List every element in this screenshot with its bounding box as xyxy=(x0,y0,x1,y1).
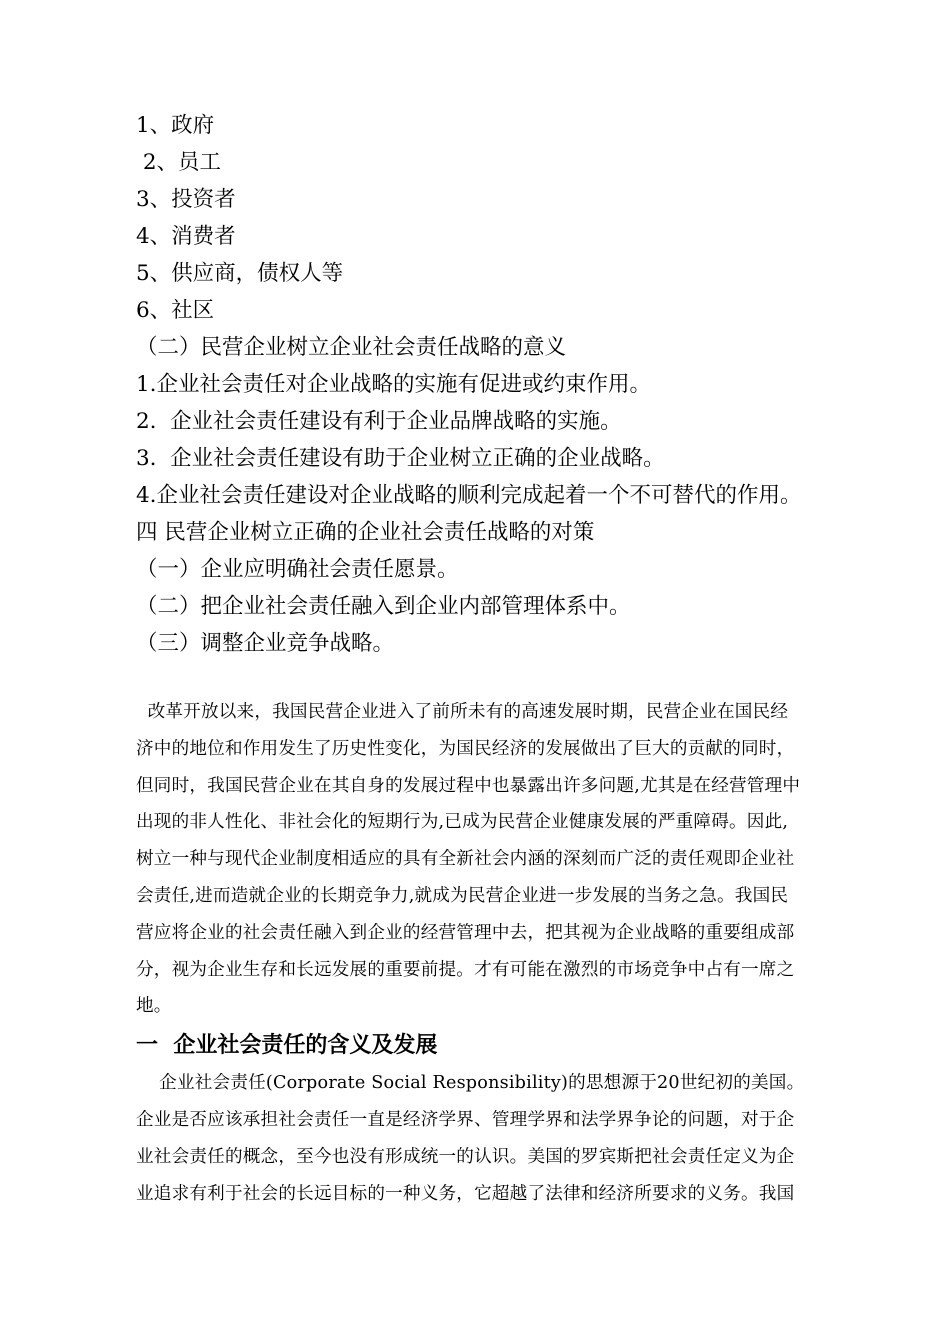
paragraph-line: 树立一种与现代企业制度相适应的具有全新社会内涵的深刻而广泛的责任观即企业社 xyxy=(136,849,795,870)
list-line: 2、员工 xyxy=(136,150,222,175)
list-line: 5、供应商，债权人等 xyxy=(136,261,344,286)
paragraph-line: 业社会责任的概念，至今也没有形成统一的认识。美国的罗宾斯把社会责任定义为企 xyxy=(136,1147,795,1167)
list-line: 6、社区 xyxy=(136,298,215,323)
paragraph-line: 改革开放以来，我国民营企业进入了前所未有的高速发展时期，民营企业在国民经 xyxy=(136,702,789,722)
paragraph-line: 济中的地位和作用发生了历史性变化，为国民经济的发展做出了巨大的贡献的同时， xyxy=(136,738,795,759)
list-line: 3. 企业社会责任建设有助于企业树立正确的企业战略。 xyxy=(136,446,665,471)
list-line: （三）调整企业竞争战略。 xyxy=(136,631,395,656)
list-line: （二）把企业社会责任融入到企业内部管理体系中。 xyxy=(136,594,631,619)
list-line: 4、消费者 xyxy=(136,224,236,249)
list-line: 2. 企业社会责任建设有利于企业品牌战略的实施。 xyxy=(136,409,622,434)
section-heading: 一 企业社会责任的含义及发展 xyxy=(136,1033,438,1058)
list-line: 1、政府 xyxy=(136,113,215,138)
list-line: 3、投资者 xyxy=(136,187,236,212)
paragraph-line: 营应将企业的社会责任融入到企业的经营管理中去，把其视为企业战略的重要组成部 xyxy=(136,922,795,943)
paragraph-line: 企业社会责任(Corporate Social Responsibility)的思想源于20世纪初的美国。 xyxy=(136,1073,805,1093)
paragraph-line: 分，视为企业生存和长远发展的重要前提。才有可能在激烈的市场竞争中占有一席之 xyxy=(136,959,795,980)
list-line: （二）民营企业树立企业社会责任战略的意义 xyxy=(136,335,567,360)
list-line: 四 民营企业树立正确的企业社会责任战略的对策 xyxy=(136,520,595,545)
paragraph-line: 但同时，我国民营企业在其自身的发展过程中也暴露出许多问题,尤其是在经营管理中 xyxy=(136,775,801,796)
paragraph-line: 地。 xyxy=(136,996,172,1017)
list-line: 4.企业社会责任建设对企业战略的顺利完成起着一个不可替代的作用。 xyxy=(136,483,802,508)
list-line: （一）企业应明确社会责任愿景。 xyxy=(136,557,459,582)
paragraph-line: 会责任,进而造就企业的长期竞争力,就成为民营企业进一步发展的当务之急。我国民 xyxy=(136,886,789,906)
list-line: 1.企业社会责任对企业战略的实施有促进或约束作用。 xyxy=(136,372,652,397)
paragraph-line: 业追求有利于社会的长远目标的一种义务，它超越了法律和经济所要求的义务。我国 xyxy=(136,1184,795,1204)
paragraph-line: 出现的非人性化、非社会化的短期行为,已成为民营企业健康发展的严重障碍。因此, xyxy=(136,812,789,833)
paragraph-line: 企业是否应该承担社会责任一直是经济学界、管理学界和法学界争论的问题，对于企 xyxy=(136,1110,795,1130)
